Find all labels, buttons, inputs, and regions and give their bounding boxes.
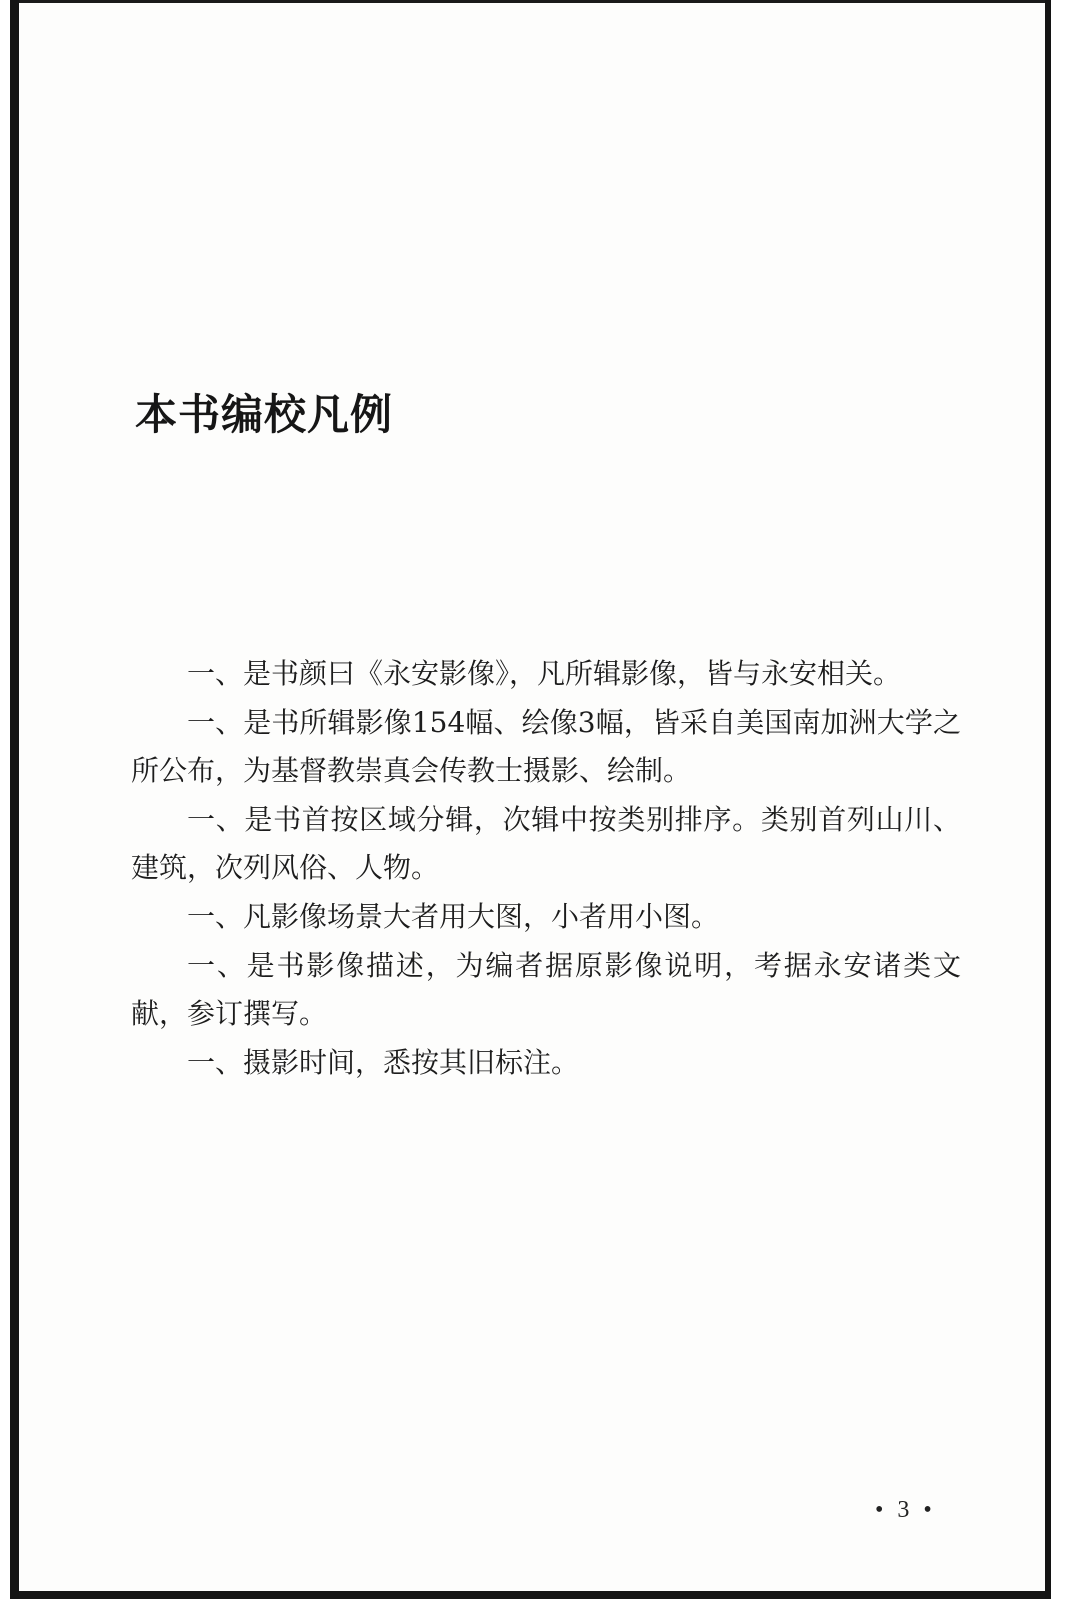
scan-edge-bottom bbox=[19, 1591, 1045, 1599]
note-paragraph: 一、是书颜曰《永安影像》，凡所辑影像，皆与永安相关。 bbox=[187, 657, 902, 690]
note-paragraph: 一、是书所辑影像154幅、绘像3幅，皆采自美国南加洲大学之所公布，为基督教崇真会传教士摄影、绘制。 bbox=[131, 705, 961, 788]
scan-edge-top bbox=[19, 0, 1045, 3]
editorial-notes bbox=[131, 650, 961, 1087]
note-paragraph: 一、是书首按区域分辑，次辑中按类别排序。类别首列山川、建筑，次列风俗、人物。 bbox=[131, 802, 961, 885]
note-paragraph: 一、是书影像描述，为编者据原影像说明，考据永安诸类文献，参订撰写。 bbox=[131, 948, 961, 1031]
note-paragraph: 一、摄影时间，悉按其旧标注。 bbox=[187, 1045, 580, 1079]
page-number: • 3 • bbox=[875, 1497, 936, 1523]
book-page bbox=[10, 0, 1051, 1599]
note-paragraph: 一、凡影像场景大者用大图，小者用小图。 bbox=[187, 899, 720, 933]
page-title: 本书编校凡例 bbox=[135, 390, 394, 439]
